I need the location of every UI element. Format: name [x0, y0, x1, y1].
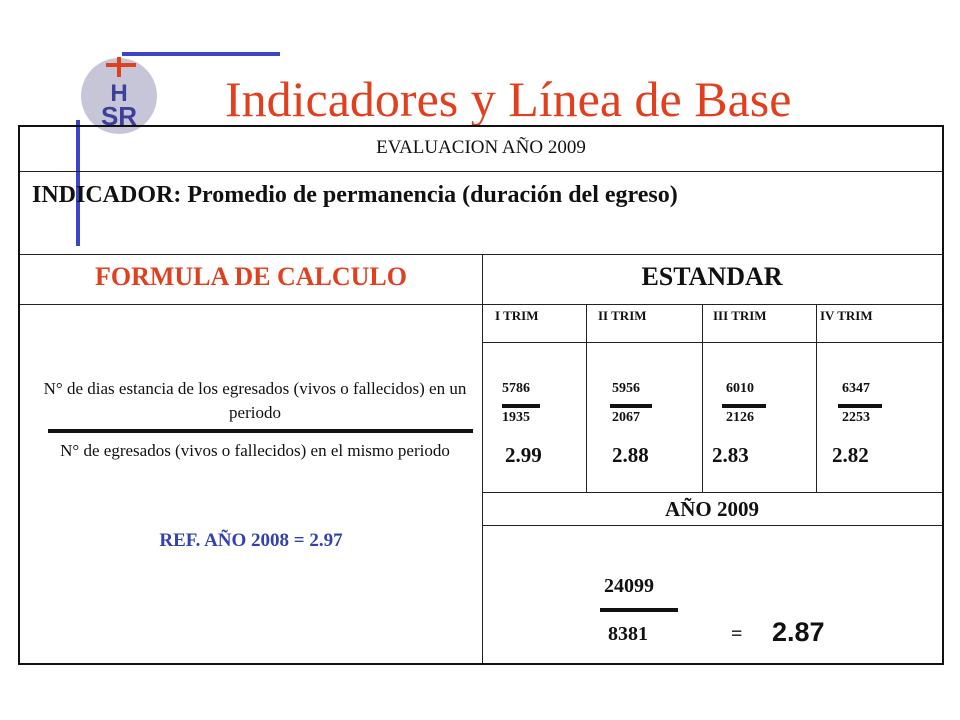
q1-denominator: 1935 — [502, 410, 530, 425]
q3-result: 2.83 — [712, 443, 749, 467]
page-title: Indicadores y Línea de Base — [225, 71, 792, 127]
formula-header: FORMULA DE CALCULO — [94, 262, 407, 291]
formula-fraction-bar — [48, 429, 473, 433]
q2-numerator: 5956 — [612, 381, 640, 396]
column-divider — [482, 254, 483, 663]
q3-numerator: 6010 — [726, 381, 754, 396]
q4-fraction-bar — [838, 404, 882, 408]
evaluation-header: EVALUACION AÑO 2009 — [376, 137, 586, 158]
q4-denominator: 2253 — [842, 410, 870, 425]
q2-fraction-bar — [610, 404, 652, 408]
q4-numerator: 6347 — [842, 381, 870, 396]
q1-fraction-bar — [502, 404, 540, 408]
formula-numerator: N° de dias estancia de los egresados (vivos o fallecidos) en un periodo — [43, 379, 467, 422]
q3-denominator: 2126 — [726, 410, 754, 425]
rule-before-annual — [482, 492, 942, 493]
formula-denominator: N° de egresados (vivos o fallecidos) en el mismo periodo — [60, 441, 450, 460]
indicator-table — [18, 125, 944, 665]
q3-fraction-bar — [722, 404, 766, 408]
q1-result: 2.99 — [505, 443, 542, 467]
annual-fraction-bar — [600, 608, 678, 612]
quarter-label-2: II TRIM — [598, 308, 647, 323]
quarter-separator-1 — [586, 304, 587, 492]
reference-value: REF. AÑO 2008 = 2.97 — [159, 530, 343, 551]
quarter-separator-2 — [702, 304, 703, 492]
q2-result: 2.88 — [612, 443, 649, 467]
rule-after-quarter-headers — [482, 342, 942, 343]
rule-after-annual — [482, 525, 942, 526]
annual-denominator: 8381 — [608, 623, 648, 645]
quarter-label-4: IV TRIM — [820, 308, 873, 323]
annual-result: 2.87 — [772, 617, 825, 647]
annual-numerator: 24099 — [604, 575, 654, 597]
standard-header: ESTANDAR — [641, 262, 783, 291]
quarter-label-3: III TRIM — [713, 308, 767, 323]
rule-after-headers — [20, 304, 942, 305]
annual-label: AÑO 2009 — [665, 497, 759, 521]
logo-letters-sr: SR — [100, 101, 138, 131]
q4-result: 2.82 — [832, 443, 869, 467]
quarter-label-1: I TRIM — [495, 308, 539, 323]
annual-equals-sign: = — [731, 623, 743, 645]
quarter-separator-3 — [816, 304, 817, 492]
rule-after-eval — [20, 171, 942, 172]
rule-after-indicator — [20, 254, 942, 255]
q1-numerator: 5786 — [502, 381, 530, 396]
q2-denominator: 2067 — [612, 410, 640, 425]
logo-letter-h: H — [110, 80, 128, 107]
indicator-text: INDICADOR: Promedio de permanencia (duración del egreso) — [32, 182, 678, 208]
